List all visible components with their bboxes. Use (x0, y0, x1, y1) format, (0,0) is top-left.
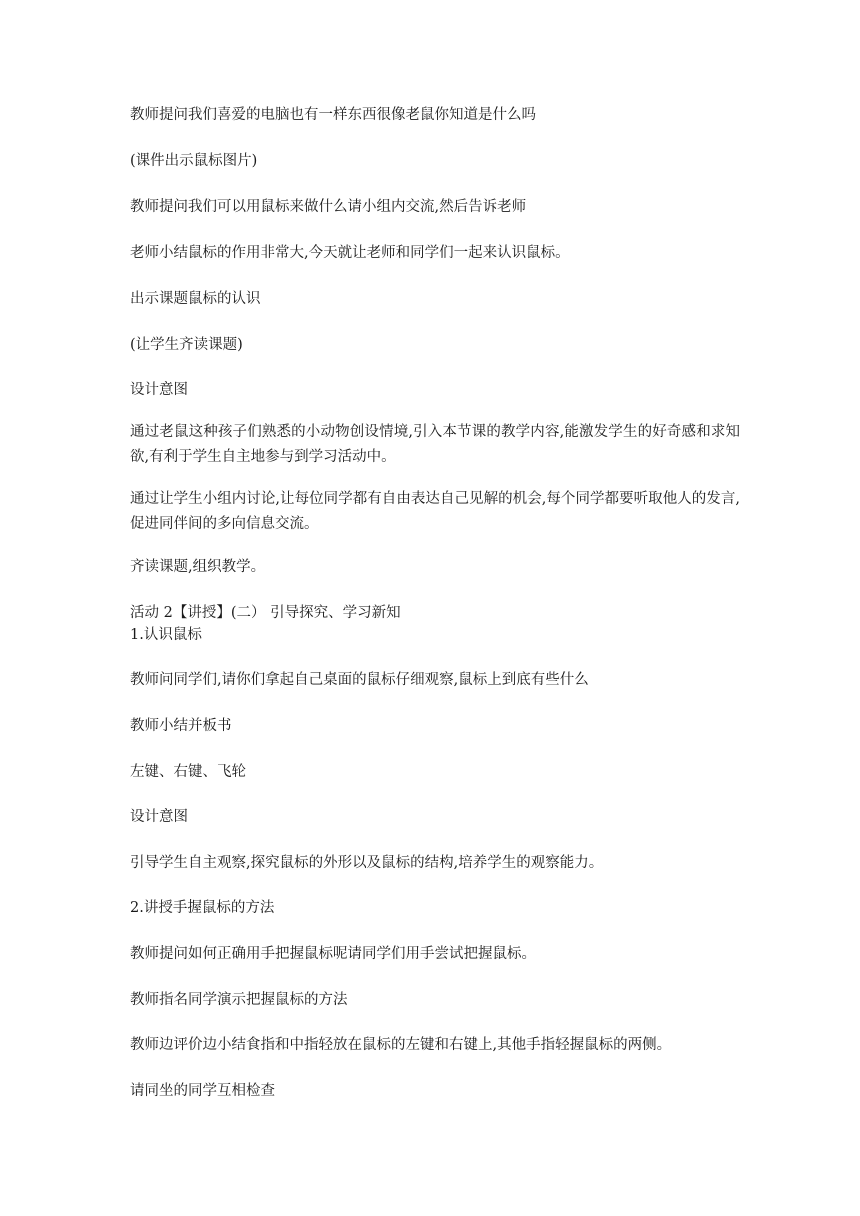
heading-design-intent: 设计意图 (130, 382, 188, 398)
paragraph-hold-question: 教师提问如何正确用手把握鼠标呢请同学们用手尝试把握鼠标。 (130, 946, 536, 962)
paragraph-read-topic: (让学生齐读课题) (130, 337, 243, 353)
paragraph-board-writing: 教师小结并板书 (130, 718, 232, 734)
paragraph-peer-check: 请同坐的同学互相检查 (130, 1083, 275, 1099)
paragraph-demo-hold: 教师指名同学演示把握鼠标的方法 (130, 992, 348, 1008)
paragraph-mouse-parts: 左键、右键、飞轮 (130, 764, 246, 780)
paragraph-intent-observe: 引导学生自主观察,探究鼠标的外形以及鼠标的结构,培养学生的观察能力。 (130, 855, 604, 871)
heading-activity-2: 活动 2【讲授】(二） 引导探究、学习新知 (130, 605, 401, 621)
paragraph-organize-teaching: 齐读课题,组织教学。 (130, 559, 266, 575)
paragraph-show-topic: 出示课题鼠标的认识 (130, 291, 261, 307)
paragraph-hold-summary: 教师边评价边小结食指和中指轻放在鼠标的左键和右键上,其他手指轻握鼠标的两侧。 (130, 1037, 672, 1053)
heading-hold-mouse: 2.讲授手握鼠标的方法 (130, 900, 275, 916)
paragraph-teacher-summary: 老师小结鼠标的作用非常大,今天就让老师和同学们一起来认识鼠标。 (130, 245, 570, 261)
heading-design-intent-2: 设计意图 (130, 809, 188, 825)
heading-know-mouse: 1.认识鼠标 (130, 627, 202, 643)
paragraph-courseware-note: (课件出示鼠标图片) (130, 153, 258, 169)
paragraph-observe-mouse: 教师问同学们,请你们拿起自己桌面的鼠标仔细观察,鼠标上到底有些什么 (130, 672, 589, 688)
paragraph-intent-situation: 通过老鼠这种孩子们熟悉的小动物创设情境,引入本节课的教学内容,能激发学生的好奇感和求知欲,有利于学生自主地参与到学习活动中。 (130, 424, 740, 465)
paragraph-group-discussion: 教师提问我们可以用鼠标来做什么请小组内交流,然后告诉老师 (130, 199, 527, 215)
paragraph-teacher-question: 教师提问我们喜爱的电脑也有一样东西很像老鼠你知道是什么吗 (130, 107, 536, 123)
paragraph-intent-discussion: 通过让学生小组内讨论,让每位同学都有自由表达自己见解的机会,每个同学都要听取他人的发言,促进同伴间的多向信息交流。 (130, 491, 740, 532)
